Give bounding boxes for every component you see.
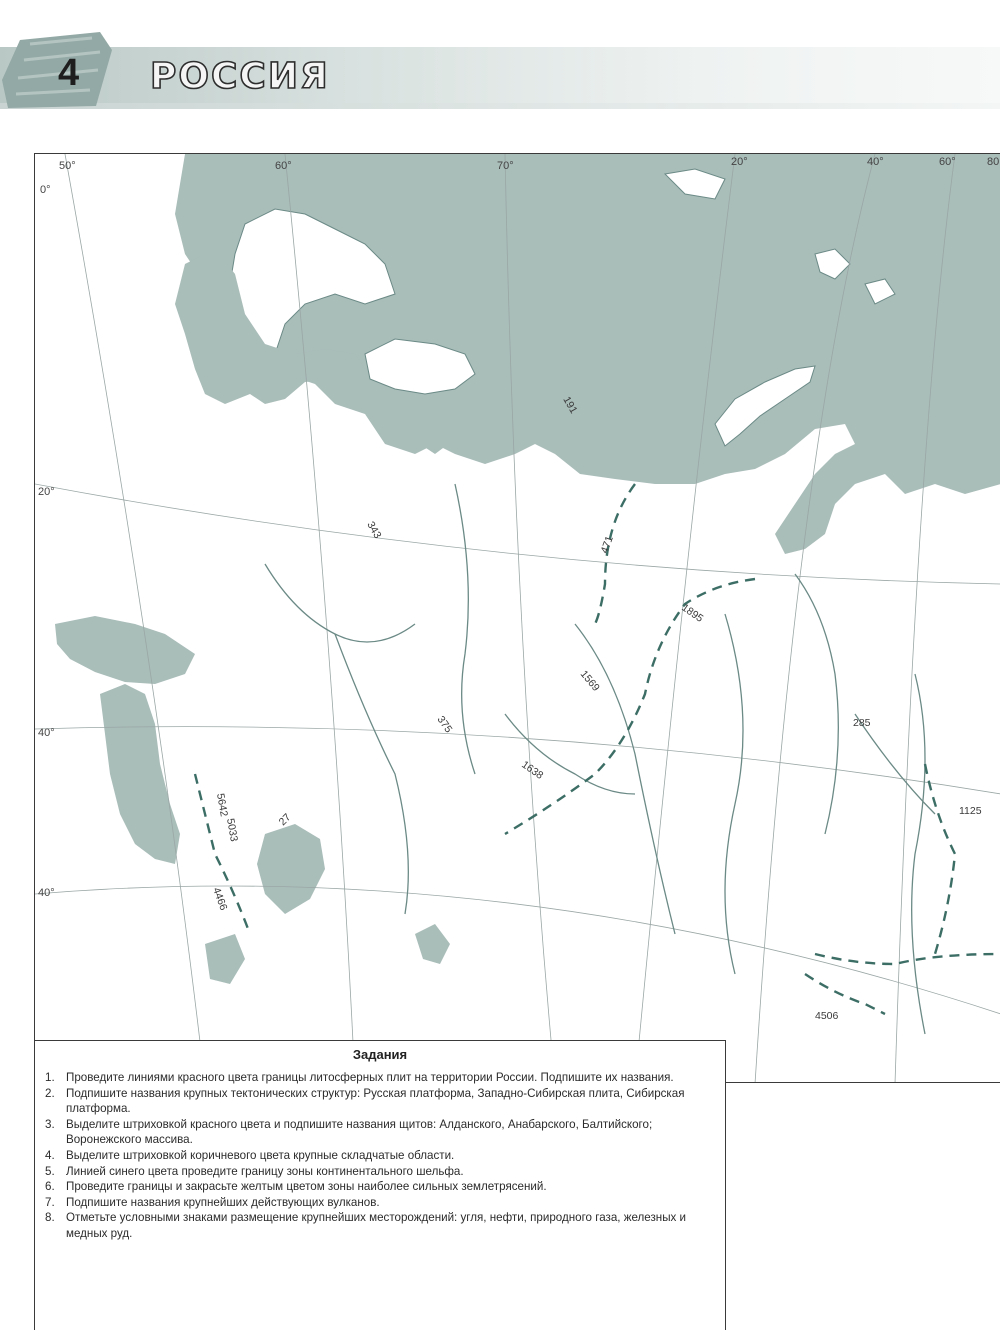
depth-label-1895: 1895 [679,601,706,625]
graticule-label-20-top: 20° [731,156,748,168]
aral-sea [257,824,325,914]
task-item-1: 1. Проведите линиями красного цвета границы литосферных плит на территории России. Подпишите их названия. [45,1071,674,1084]
graticule-label-20-left: 20° [38,486,55,498]
graticule-label-80-top: 80 [987,156,1000,168]
page-title: РОССИЯ [150,56,330,97]
task-item-8: 8. Отметьте условными знаками размещение крупнейших месторождений: угля, нефти, природного газа, железных и медных руд. [45,1211,687,1240]
depth-label-375: 375 [434,713,455,736]
depth-label-5033: 5033 [224,817,240,843]
tasks-panel [34,1040,726,1330]
graticule-label-40-left-lower: 40° [38,887,55,899]
map-svg [35,154,1000,1083]
depth-label-285: 285 [853,717,871,729]
graticule-label-60: 60° [275,160,292,172]
graticule-label-50: 50° [59,160,76,172]
graticule-label-40-top: 40° [867,156,884,168]
task-item-2: 2. Подпишите названия крупных тектонических структур: Русская платформа, Западно-Сибирская плита, Сибирская платформа. [45,1086,685,1116]
task-item-6: 6. Проведите границы и закрасьте желтым цветом зоны наиболее сильных землетрясений. [45,1180,547,1194]
task-item-7: 7. Подпишите названия крупнейших действующих вулканов. [45,1195,380,1209]
task-item-4: 4. Выделите штриховкой коричневого цвета крупные складчатые области. [45,1148,455,1162]
caspian-sea [100,684,180,864]
depth-label-5642: 5642 [214,792,230,818]
depth-label-4466: 4466 [210,885,230,912]
depth-label-1569: 1569 [577,668,602,694]
depth-label-471: 471 [598,534,616,556]
depth-label-343: 343 [364,519,384,541]
rivers [265,484,935,1034]
task-item-5: 5. Линией синего цвета проведите границу зоны континентального шельфа. [45,1164,464,1178]
tasks-list [35,1070,725,1242]
black-sea [55,616,195,684]
tectonic-map [34,153,1000,1083]
graticule-label-60-top: 60° [939,156,956,168]
depth-label-1638: 1638 [519,758,546,782]
page-number: 4 [58,52,80,94]
graticule-label-0-left: 0° [40,184,51,196]
graticule-label-40-left: 40° [38,727,55,739]
depth-label-27: 27 [276,811,294,829]
task-item-3: 3. Выделите штриховкой красного цвета и подпишите названия щитов: Алданского, Анабарского, Балтийского; Воронежского массива. [45,1117,653,1147]
depth-label-4506: 4506 [815,1010,839,1022]
depth-label-1125: 1125 [959,805,982,817]
depth-label-191: 191 [560,394,580,416]
tasks-title: Задания [352,1047,408,1062]
graticule-label-70: 70° [497,160,514,172]
